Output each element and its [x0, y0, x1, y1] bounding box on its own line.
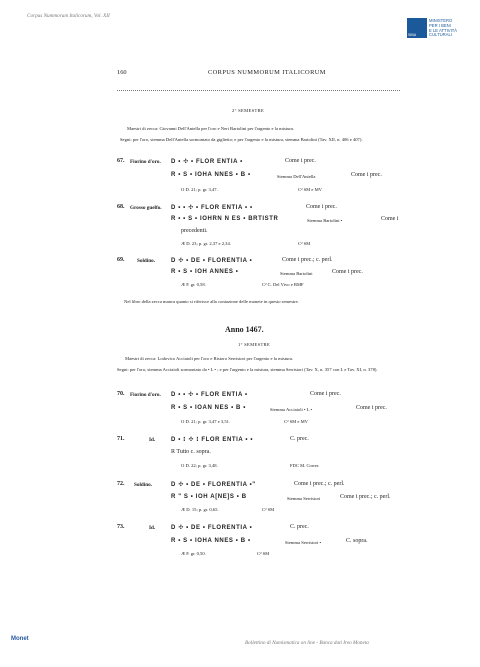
entry-69-number: 69. [117, 257, 125, 263]
entry-67-reverse-note: Stemma Dell'Antella [277, 174, 316, 179]
entry-71-obverse-note: C. prec. [290, 436, 309, 442]
entry-72-reverse-note2: Come i prec.; c. perl. [340, 494, 391, 500]
entry-71-obverse: D • ⁝ ✣ ⁝ FLOR ENTIA • • [171, 437, 254, 443]
entry-67-grade: C² SM e MV [298, 187, 322, 192]
entry-68-obverse-note: Come i prec. [306, 204, 337, 210]
semester2-heading: 2° SEMESTRE [232, 108, 265, 113]
entry-67-obverse-note: Come i prec. [285, 158, 316, 164]
entry-72-reverse-note: Stemma Serristori [287, 496, 321, 501]
entry-67-obverse: D • ✣ • FLOR ENTIA • [171, 159, 243, 165]
year-semester-heading: 1° SEMESTRE [238, 342, 271, 347]
entry-68-number: 68. [117, 204, 125, 210]
entry-70-denom: Fiorino d'oro. [130, 392, 161, 398]
entry-73-reverse-note: Stemma Serristori • [285, 540, 322, 545]
entry-67-denom: Fiorino d'oro. [130, 159, 161, 165]
entry-68-reverse-note2: Come i [381, 216, 399, 222]
entry-73-grade: C² SM [257, 551, 270, 556]
entry-73-info: Æ F. gr. 0,50. [181, 551, 206, 556]
entry-72-denom: Soldino. [134, 482, 153, 488]
entry-68-obverse: D • • ✣ • FLOR ENTIA • • [171, 205, 253, 211]
entry-71-grade: FDC M. Correr. [290, 463, 320, 468]
running-title: CORPUS NUMMORUM ITALICORUM [208, 69, 326, 76]
entry-73-reverse: R • S • IOHA NNES • B • [171, 538, 251, 544]
entry-72-grade: C² SM [262, 507, 275, 512]
entry-69-reverse-note: Stemma Bartolini [280, 271, 313, 276]
entry-73-reverse-note2: C. sopra. [346, 538, 368, 544]
entry-67-reverse: R • S • IOHA NNES • B • [171, 172, 251, 178]
entry-69-obverse-note: Come i prec.; c. perl. [282, 257, 333, 263]
entry-70-info: O D. 21; p. gr. 3,47 e 3,51. [181, 419, 231, 424]
entry-69-grade: C² C. Del Vivo e BMF [262, 282, 304, 287]
semester2-masters: Maestri di zecca: Giovanni Dell'Antella per l'oro e Neri Bartolini per l'argento e la mistura. [127, 126, 295, 131]
ministry-logo [407, 18, 473, 42]
semester2-signs: Segni: per l'oro, stemma Dell'Antella sormontato da giglietto; e per l'argento e la mistura, stemma Bartolini (Tav. XII, n. 406 e 407). [120, 137, 363, 142]
year-heading: Anno 1467. [225, 325, 264, 334]
entry-70-grade: C² SM e MV [284, 419, 308, 424]
entry-73-number: 73. [117, 524, 125, 530]
entry-72-obverse: D ✣ • DE • FLORENTIA •" [171, 482, 256, 488]
entry-68-grade: C² SM [298, 241, 311, 246]
ministry-text: MINISTERO PER I BENI E LE ATTIVITÀ CULTURALI [429, 18, 458, 38]
entry-73-denom: Id. [149, 525, 156, 531]
entry-68-info: Æ D. 23; p. gr. 2,37 e 2,34. [181, 241, 231, 246]
entry-70-reverse: R • S • IOAN NES • B • [171, 405, 246, 411]
header-rule [117, 90, 400, 91]
entry-67-number: 67. [117, 158, 125, 164]
entry-68-reverse: R • • S • IOHRN N ES • BRTISTR [171, 216, 279, 222]
entry-69-denom: Soldino. [137, 258, 156, 264]
semester2-closing-note: Nel libro della zecca manca quanto si riferisce alla coniazione delle monete in questo semestre. [124, 299, 299, 304]
entry-70-reverse-note2: Come i prec. [356, 405, 387, 411]
monete-logo-icon: Monet [11, 636, 29, 642]
entry-68-reverse-cont: precedenti. [181, 228, 208, 234]
year-signs: Segni: per l'oro, stemma Acciaioli sormontato da • L • ; e per l'argento e la mistura, stemma Serristori (Tav. X, n. 357 con L e Tav. XI, n. 378). [117, 367, 378, 372]
footer-text: Bollettino di Numismatica on line - Banca dati Ireo Moneta [245, 640, 369, 646]
entry-71-denom: Id. [149, 437, 156, 443]
entry-69-reverse: R • S • IOH ANNES • [171, 269, 239, 275]
series-title: Corpus Nummorum Italicorum, Vol. XII [27, 13, 110, 19]
entry-72-obverse-note: Come i prec.; c. perl. [294, 481, 345, 487]
year-masters: Maestri di zecca: Lodovico Acciaioli per l'oro e Ristoro Serristori per l'argento e la mistura. [125, 356, 294, 361]
entry-69-info: Æ F. gr. 0,58. [181, 282, 206, 287]
entry-72-reverse: R " S • IOH A[NE]S • B [171, 494, 247, 500]
entry-68-denom: Grosso guelfo. [130, 205, 162, 211]
entry-71-number: 71. [117, 436, 125, 442]
entry-73-obverse-note: C. prec. [290, 524, 309, 530]
siba-logo-icon: SIBA [407, 18, 427, 38]
entry-72-number: 72. [117, 481, 125, 487]
entry-73-obverse: D ✣ • DE • FLORENTIA • [171, 525, 253, 531]
page-number: 160 [117, 69, 127, 76]
entry-70-obverse-note: Come i prec. [310, 391, 341, 397]
monete-logo [11, 636, 43, 648]
entry-69-reverse-note2: Come i prec. [332, 269, 363, 275]
entry-70-number: 70. [117, 391, 125, 397]
entry-71-reverse: R Tutto c. sopra. [171, 449, 211, 455]
entry-69-obverse: D ✣ • DE • FLORENTIA • [171, 258, 253, 264]
entry-71-info: O D. 22; p. gr. 3,48. [181, 463, 218, 468]
entry-68-reverse-note: Stemma Bartolini • [307, 218, 343, 223]
entry-67-info: O D. 21; p. gr. 3,47. [181, 187, 218, 192]
entry-72-info: Æ D. 15; p. gr. 0,65. [181, 507, 219, 512]
entry-70-obverse: D • • ✣ • FLOR ENTIA • [171, 392, 248, 398]
entry-70-reverse-note: Stemma Acciaioli • L • [270, 407, 313, 412]
entry-67-reverse-note2: Come i prec. [351, 172, 382, 178]
